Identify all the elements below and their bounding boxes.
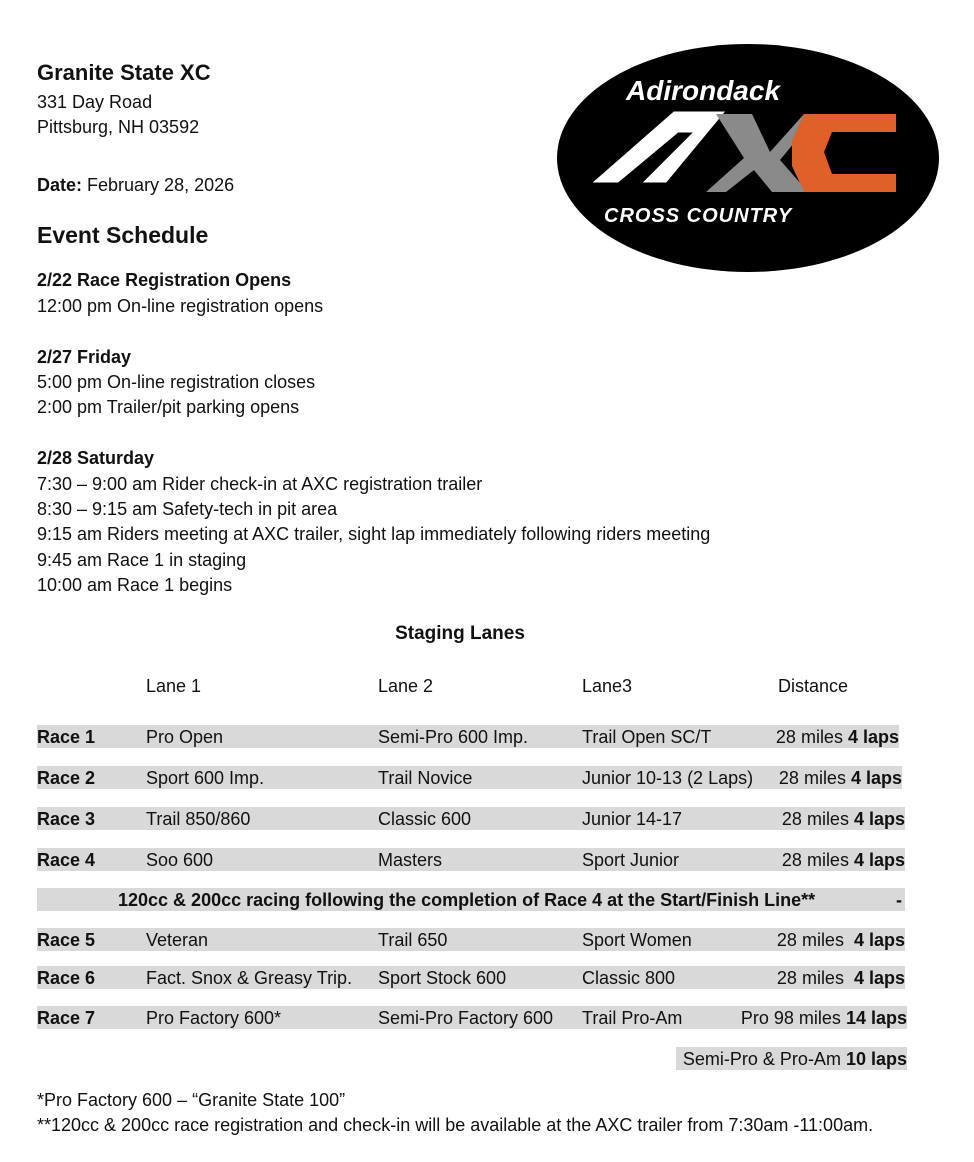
event-date — [37, 174, 234, 196]
footnote: *Pro Factory 600 – “Granite State 100” — [37, 1090, 346, 1110]
lane-2-class: Sport Stock 600 — [378, 968, 507, 988]
section-heading: 2/28 Saturday — [37, 448, 155, 468]
distance-value: 28 miles — [776, 968, 844, 988]
race-label: Race 4 — [37, 850, 96, 870]
distance-value: 28 miles — [776, 930, 844, 950]
section-heading: 2/22 Race Registration Opens — [37, 270, 292, 290]
address-line-1: 331 Day Road — [37, 92, 153, 112]
race-distance — [776, 726, 899, 749]
section-heading: 2/27 Friday — [37, 347, 132, 367]
extra-laps: 10 laps — [845, 1049, 907, 1069]
lane-3-class: Junior 10-13 (2 Laps) — [582, 768, 754, 788]
address-line-2: Pittsburg, NH 03592 — [37, 117, 200, 137]
distance-value: Pro 98 miles — [740, 1008, 841, 1028]
schedule-item: 2:00 pm Trailer/pit parking opens — [37, 397, 300, 417]
race-distance — [777, 929, 905, 952]
logo-bottom-text: CROSS COUNTRY — [604, 205, 793, 227]
race-label: Race 5 — [37, 930, 96, 950]
schedule-item: 5:00 pm On-line registration closes — [37, 372, 316, 392]
header-lane-2: Lane 2 — [378, 676, 434, 696]
schedule-title: Event Schedule — [37, 222, 209, 248]
interlude-text: 120cc & 200cc racing following the completion of Race 4 at the Start/Finish Line** — [118, 890, 816, 910]
axc-logo — [556, 42, 942, 274]
lane-2-class: Classic 600 — [378, 809, 472, 829]
laps-value: 4 laps — [853, 850, 905, 870]
lane-1-class: Veteran — [146, 930, 209, 950]
laps-value: 4 laps — [850, 768, 902, 788]
race-distance — [782, 849, 905, 872]
race-distance — [779, 767, 902, 790]
lane-2-class: Trail Novice — [378, 768, 473, 788]
lane-2-class: Masters — [378, 850, 443, 870]
header-distance: Distance — [778, 676, 849, 696]
laps-value: 14 laps — [845, 1008, 907, 1028]
race-label: Race 1 — [37, 727, 96, 747]
logo-top-text: Adirondack — [626, 75, 781, 106]
footnote: **120cc & 200cc race registration and check-in will be available at the AXC trailer from 7:30am -11:00am. — [37, 1115, 874, 1135]
laps-value: 4 laps — [853, 930, 905, 950]
schedule-item: 9:15 am Riders meeting at AXC trailer, sight lap immediately following riders meeting — [37, 524, 711, 544]
header-lane-1: Lane 1 — [146, 676, 202, 696]
lane-2-class: Semi-Pro 600 Imp. — [378, 727, 529, 747]
schedule-item: 12:00 pm On-line registration opens — [37, 296, 324, 316]
laps-value: 4 laps — [853, 809, 905, 829]
schedule-item: 7:30 – 9:00 am Rider check-in at AXC registration trailer — [37, 474, 483, 494]
staging-title: Staging Lanes — [395, 623, 525, 644]
lane-1-class: Pro Factory 600* — [146, 1008, 282, 1028]
distance-value: 28 miles — [778, 768, 846, 788]
schedule-item: 10:00 am Race 1 begins — [37, 575, 233, 595]
lane-3-class: Junior 14-17 — [582, 809, 683, 829]
lane-3-class: Trail Pro-Am — [582, 1008, 683, 1028]
organization-name: Granite State XC — [37, 60, 211, 85]
schedule-item: 8:30 – 9:15 am Safety-tech in pit area — [37, 499, 338, 519]
lane-2-class: Trail 650 — [378, 930, 448, 950]
extra-text: Semi-Pro & Pro-Am — [682, 1049, 841, 1069]
race-label: Race 6 — [37, 968, 96, 988]
laps-value: 4 laps — [847, 727, 899, 747]
extra-distance — [683, 1048, 907, 1071]
distance-value: 28 miles — [781, 809, 849, 829]
date-label: Date: — [37, 175, 83, 195]
header-lane-3: Lane3 — [582, 676, 633, 696]
date-value: February 28, 2026 — [87, 175, 235, 195]
lane-1-class: Sport 600 Imp. — [146, 768, 265, 788]
race-label: Race 7 — [37, 1008, 96, 1028]
distance-value: 28 miles — [775, 727, 843, 747]
lane-1-class: Fact. Snox & Greasy Trip. — [146, 968, 353, 988]
lane-1-class: Trail 850/860 — [146, 809, 251, 829]
lane-3-class: Sport Junior — [582, 850, 680, 870]
lane-3-class: Trail Open SC/T — [582, 727, 712, 747]
race-label: Race 3 — [37, 809, 96, 829]
schedule-item: 9:45 am Race 1 in staging — [37, 550, 247, 570]
interlude-dash: - — [896, 890, 902, 910]
lane-3-class: Sport Women — [582, 930, 692, 950]
lane-1-class: Soo 600 — [146, 850, 214, 870]
race-distance — [741, 1007, 907, 1030]
laps-value: 4 laps — [853, 968, 905, 988]
lane-1-class: Pro Open — [146, 727, 224, 747]
lane-3-class: Classic 800 — [582, 968, 676, 988]
race-distance — [782, 808, 905, 831]
race-label: Race 2 — [37, 768, 96, 788]
distance-value: 28 miles — [781, 850, 849, 870]
lane-2-class: Semi-Pro Factory 600 — [378, 1008, 554, 1028]
race-distance — [777, 967, 905, 990]
